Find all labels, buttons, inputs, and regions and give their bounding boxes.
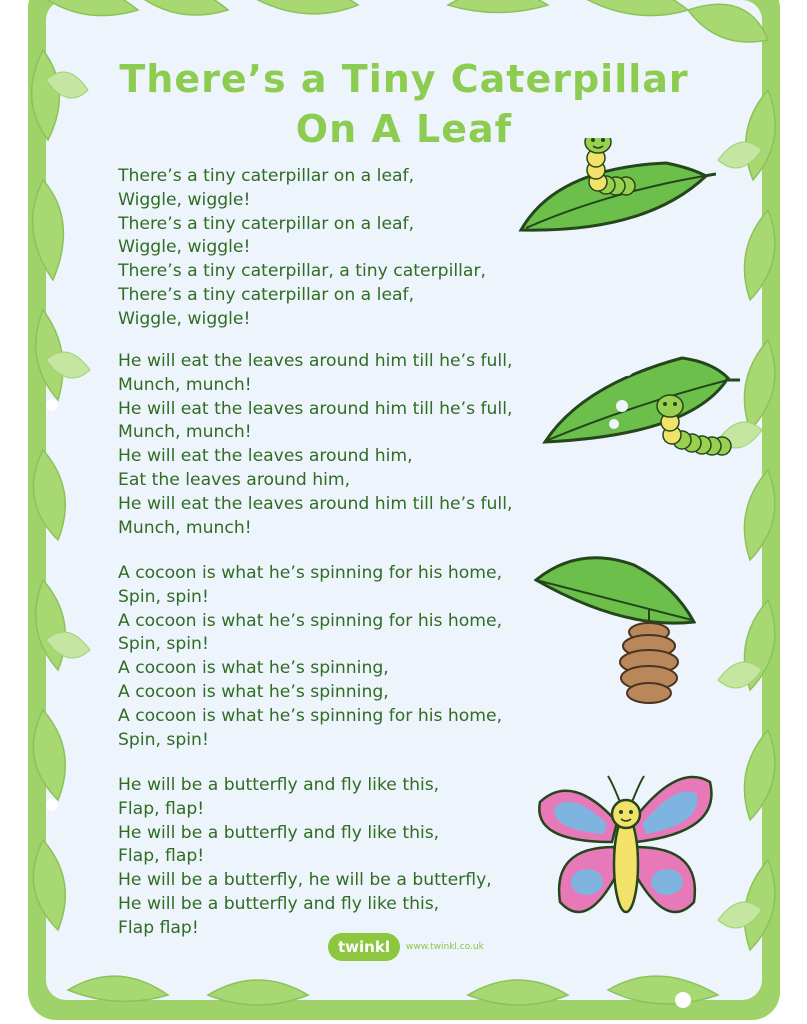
verse-line: He will eat the leaves around him till he’s full,	[118, 398, 513, 419]
verse-line: Flap, flap!	[118, 846, 205, 867]
verse-line: Munch, munch!	[118, 374, 252, 395]
verse-line: Flap, flap!	[118, 798, 205, 819]
verse-4	[118, 774, 588, 941]
logo-text: twinkl	[328, 933, 400, 961]
verse-line: Munch, munch!	[118, 422, 252, 443]
verse-line: A cocoon is what he’s spinning for his home,	[118, 705, 503, 726]
caterpillar-on-leaf-illustration	[516, 138, 716, 238]
verse-line: A cocoon is what he’s spinning for his home,	[118, 610, 503, 631]
verse-line: He will be a butterfly and fly like this,	[118, 893, 440, 914]
verse-2	[118, 350, 588, 540]
verse-line: He will be a butterfly and fly like this,	[118, 775, 440, 795]
twinkl-logo	[328, 933, 484, 961]
title-line-1: There’s a Tiny Caterpillar	[119, 57, 689, 101]
verse-line: He will be a butterfly and fly like this,	[118, 822, 440, 843]
verse-line: A cocoon is what he’s spinning,	[118, 658, 389, 679]
poster	[28, 0, 780, 1020]
verse-line: Wiggle, wiggle!	[118, 308, 251, 329]
verse-line: He will eat the leaves around him till he’s full,	[118, 351, 513, 371]
caterpillar-eating-leaf-illustration	[542, 350, 742, 465]
butterfly-illustration	[532, 762, 718, 932]
title-line-2: On A Leaf	[295, 107, 513, 151]
verse-line: Munch, munch!	[118, 517, 252, 538]
verse-line: There’s a tiny caterpillar on a leaf,	[118, 166, 415, 186]
verse-line: He will be a butterfly, he will be a butterfly,	[118, 870, 492, 891]
verse-line: He will eat the leaves around him,	[118, 446, 413, 467]
verse-line: Flap flap!	[118, 917, 199, 938]
verse-line: Spin, spin!	[118, 634, 209, 655]
verse-line: Wiggle, wiggle!	[118, 237, 251, 258]
verse-line: Eat the leaves around him,	[118, 469, 351, 490]
verse-line: There’s a tiny caterpillar on a leaf,	[118, 213, 415, 234]
verse-line: A cocoon is what he’s spinning for his home,	[118, 563, 503, 583]
verse-line: A cocoon is what he’s spinning,	[118, 681, 389, 702]
cocoon-illustration	[534, 550, 696, 710]
verse-line: Wiggle, wiggle!	[118, 189, 251, 210]
verse-line: Spin, spin!	[118, 729, 209, 750]
verse-line: Spin, spin!	[118, 586, 209, 607]
verse-line: He will eat the leaves around him till he’s full,	[118, 493, 513, 514]
verse-3	[118, 562, 588, 752]
verse-line: There’s a tiny caterpillar, a tiny caterpillar,	[118, 261, 486, 282]
verse-line: There’s a tiny caterpillar on a leaf,	[118, 284, 415, 305]
logo-url: www.twinkl.co.uk	[405, 942, 484, 952]
